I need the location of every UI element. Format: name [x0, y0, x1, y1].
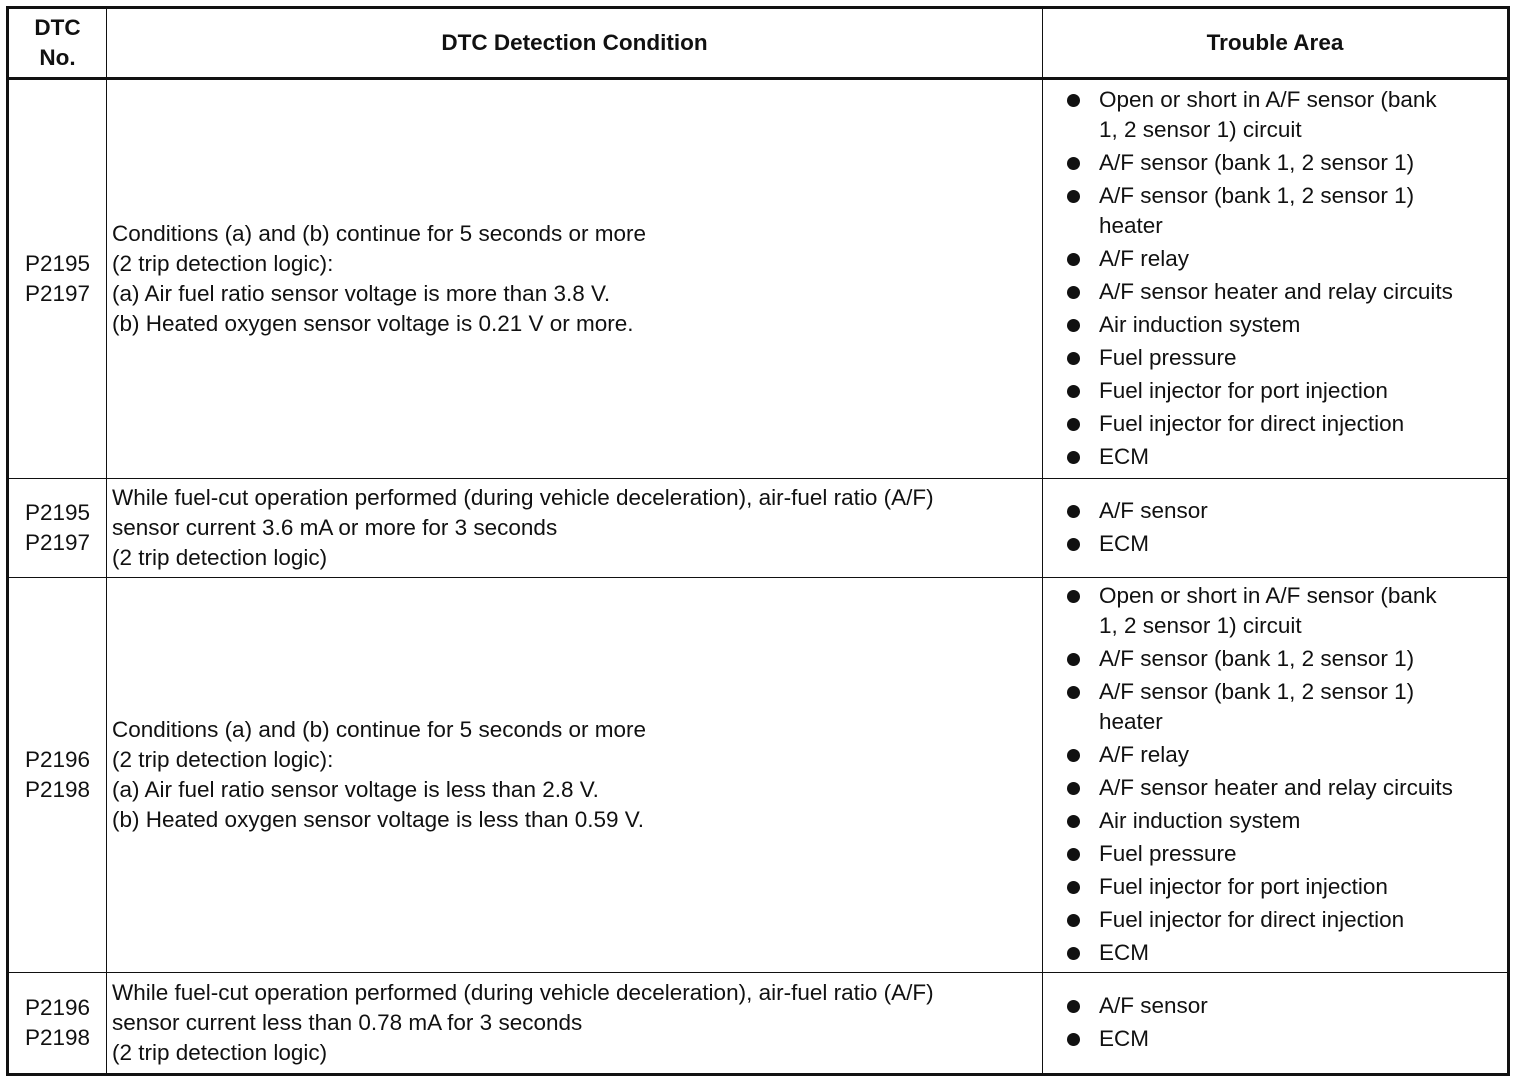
- trouble-area-item: [1065, 442, 1507, 472]
- bullet-icon: [1067, 947, 1080, 960]
- trouble-area-item: [1065, 277, 1507, 307]
- bullet-icon: [1067, 94, 1080, 107]
- bullet-icon: [1067, 286, 1080, 299]
- trouble-area-text: Open or short in A/F sensor (bank: [1099, 87, 1437, 112]
- bullet-icon: [1067, 914, 1080, 927]
- bullet-icon: [1067, 848, 1080, 861]
- trouble-area-item: [1065, 376, 1507, 406]
- trouble-area-text: 1, 2 sensor 1) circuit: [1099, 117, 1302, 142]
- trouble-area-cell: [1043, 479, 1509, 578]
- trouble-area-text: A/F sensor heater and relay circuits: [1099, 775, 1453, 800]
- dtc-table-container: [6, 6, 1510, 1076]
- trouble-area-text: Fuel pressure: [1099, 841, 1237, 866]
- dtc-code: P2198: [24, 1025, 91, 1050]
- condition-line: While fuel-cut operation performed (during vehicle deceleration), air-fuel ratio (A/F): [112, 485, 934, 510]
- trouble-area-text: A/F sensor (bank 1, 2 sensor 1): [1099, 183, 1415, 208]
- dtc-code-cell: [8, 479, 107, 578]
- trouble-area-text: Fuel injector for direct injection: [1099, 907, 1405, 932]
- detection-condition-cell: [107, 79, 1043, 479]
- trouble-area-text: ECM: [1099, 444, 1149, 469]
- trouble-area-list: [1065, 85, 1507, 472]
- trouble-area-item: [1065, 148, 1507, 178]
- trouble-area-text: A/F sensor: [1099, 498, 1208, 523]
- trouble-area-item: [1065, 343, 1507, 373]
- trouble-area-text: A/F relay: [1099, 246, 1190, 271]
- table-row: [8, 578, 1509, 973]
- trouble-area-cell: [1043, 973, 1509, 1075]
- trouble-area-text: ECM: [1099, 940, 1149, 965]
- condition-line: sensor current less than 0.78 mA for 3 seconds: [112, 1010, 583, 1035]
- trouble-area-item: [1065, 938, 1507, 968]
- condition-line: (a) Air fuel ratio sensor voltage is more than 3.8 V.: [112, 281, 611, 306]
- detection-condition-cell: [107, 578, 1043, 973]
- trouble-area-item: [1065, 677, 1507, 737]
- trouble-area-list: [1065, 581, 1507, 968]
- table-row: [8, 973, 1509, 1075]
- trouble-area-text: heater: [1099, 213, 1163, 238]
- bullet-icon: [1067, 319, 1080, 332]
- dtc-code: P2196: [24, 995, 91, 1020]
- header-dtc-no-line1: DTC: [34, 15, 81, 40]
- dtc-code: P2196: [24, 747, 91, 772]
- dtc-table: [6, 6, 1510, 1076]
- bullet-icon: [1067, 352, 1080, 365]
- condition-line: Conditions (a) and (b) continue for 5 seconds or more: [112, 717, 647, 742]
- condition-line: (a) Air fuel ratio sensor voltage is less than 2.8 V.: [112, 777, 599, 802]
- condition-line: (b) Heated oxygen sensor voltage is 0.21 V or more.: [112, 311, 634, 336]
- trouble-area-item: [1065, 740, 1507, 770]
- trouble-area-text: Air induction system: [1099, 808, 1301, 833]
- trouble-area-text: 1, 2 sensor 1) circuit: [1099, 613, 1302, 638]
- trouble-area-item: [1065, 806, 1507, 836]
- trouble-area-text: A/F relay: [1099, 742, 1190, 767]
- trouble-area-text: heater: [1099, 709, 1163, 734]
- table-body: [8, 79, 1509, 1075]
- trouble-area-text: Fuel injector for port injection: [1099, 874, 1388, 899]
- bullet-icon: [1067, 881, 1080, 894]
- dtc-code: P2197: [24, 530, 91, 555]
- trouble-area-item: [1065, 872, 1507, 902]
- condition-line: (2 trip detection logic): [112, 1040, 328, 1065]
- trouble-area-text: Fuel injector for direct injection: [1099, 411, 1405, 436]
- condition-line: sensor current 3.6 mA or more for 3 seconds: [112, 515, 558, 540]
- bullet-icon: [1067, 782, 1080, 795]
- dtc-code: P2195: [24, 251, 91, 276]
- bullet-icon: [1067, 815, 1080, 828]
- detection-condition-cell: [107, 479, 1043, 578]
- dtc-code-cell: [8, 973, 107, 1075]
- trouble-area-text: Fuel injector for port injection: [1099, 378, 1388, 403]
- dtc-code-cell: [8, 578, 107, 973]
- condition-line: (2 trip detection logic):: [112, 747, 334, 772]
- bullet-icon: [1067, 418, 1080, 431]
- bullet-icon: [1067, 253, 1080, 266]
- trouble-area-text: A/F sensor: [1099, 993, 1208, 1018]
- bullet-icon: [1067, 505, 1080, 518]
- trouble-area-item: [1065, 244, 1507, 274]
- trouble-area-item: [1065, 991, 1507, 1021]
- trouble-area-text: Open or short in A/F sensor (bank: [1099, 583, 1437, 608]
- trouble-area-text: A/F sensor (bank 1, 2 sensor 1): [1099, 646, 1415, 671]
- trouble-area-item: [1065, 773, 1507, 803]
- table-header-row: [8, 8, 1509, 79]
- condition-line: (b) Heated oxygen sensor voltage is less than 0.59 V.: [112, 807, 644, 832]
- bullet-icon: [1067, 157, 1080, 170]
- trouble-area-item: [1065, 905, 1507, 935]
- condition-line: (2 trip detection logic):: [112, 251, 334, 276]
- condition-line: (2 trip detection logic): [112, 545, 328, 570]
- trouble-area-list: [1065, 991, 1507, 1054]
- bullet-icon: [1067, 1033, 1080, 1046]
- trouble-area-item: [1065, 644, 1507, 674]
- trouble-area-text: A/F sensor (bank 1, 2 sensor 1): [1099, 150, 1415, 175]
- trouble-area-list: [1065, 496, 1507, 559]
- header-trouble-area: Trouble Area: [1043, 8, 1509, 79]
- bullet-icon: [1067, 385, 1080, 398]
- bullet-icon: [1067, 686, 1080, 699]
- bullet-icon: [1067, 538, 1080, 551]
- trouble-area-item: [1065, 529, 1507, 559]
- trouble-area-text: Fuel pressure: [1099, 345, 1237, 370]
- trouble-area-text: Air induction system: [1099, 312, 1301, 337]
- trouble-area-item: [1065, 85, 1507, 145]
- trouble-area-cell: [1043, 578, 1509, 973]
- condition-line: While fuel-cut operation performed (during vehicle deceleration), air-fuel ratio (A/F): [112, 980, 934, 1005]
- condition-line: Conditions (a) and (b) continue for 5 seconds or more: [112, 221, 647, 246]
- trouble-area-item: [1065, 1024, 1507, 1054]
- dtc-code-cell: [8, 79, 107, 479]
- header-condition: DTC Detection Condition: [107, 8, 1043, 79]
- trouble-area-text: A/F sensor (bank 1, 2 sensor 1): [1099, 679, 1415, 704]
- trouble-area-cell: [1043, 79, 1509, 479]
- trouble-area-item: [1065, 581, 1507, 641]
- trouble-area-item: [1065, 310, 1507, 340]
- dtc-code: P2195: [24, 500, 91, 525]
- table-row: [8, 479, 1509, 578]
- table-row: [8, 79, 1509, 479]
- header-dtc-no: [8, 8, 107, 79]
- trouble-area-item: [1065, 839, 1507, 869]
- bullet-icon: [1067, 749, 1080, 762]
- bullet-icon: [1067, 653, 1080, 666]
- trouble-area-text: ECM: [1099, 1026, 1149, 1051]
- dtc-code: P2197: [24, 281, 91, 306]
- trouble-area-item: [1065, 181, 1507, 241]
- trouble-area-item: [1065, 409, 1507, 439]
- trouble-area-item: [1065, 496, 1507, 526]
- dtc-code: P2198: [24, 777, 91, 802]
- bullet-icon: [1067, 590, 1080, 603]
- trouble-area-text: A/F sensor heater and relay circuits: [1099, 279, 1453, 304]
- bullet-icon: [1067, 1000, 1080, 1013]
- bullet-icon: [1067, 190, 1080, 203]
- header-dtc-no-line2: No.: [39, 45, 76, 70]
- trouble-area-text: ECM: [1099, 531, 1149, 556]
- detection-condition-cell: [107, 973, 1043, 1075]
- bullet-icon: [1067, 451, 1080, 464]
